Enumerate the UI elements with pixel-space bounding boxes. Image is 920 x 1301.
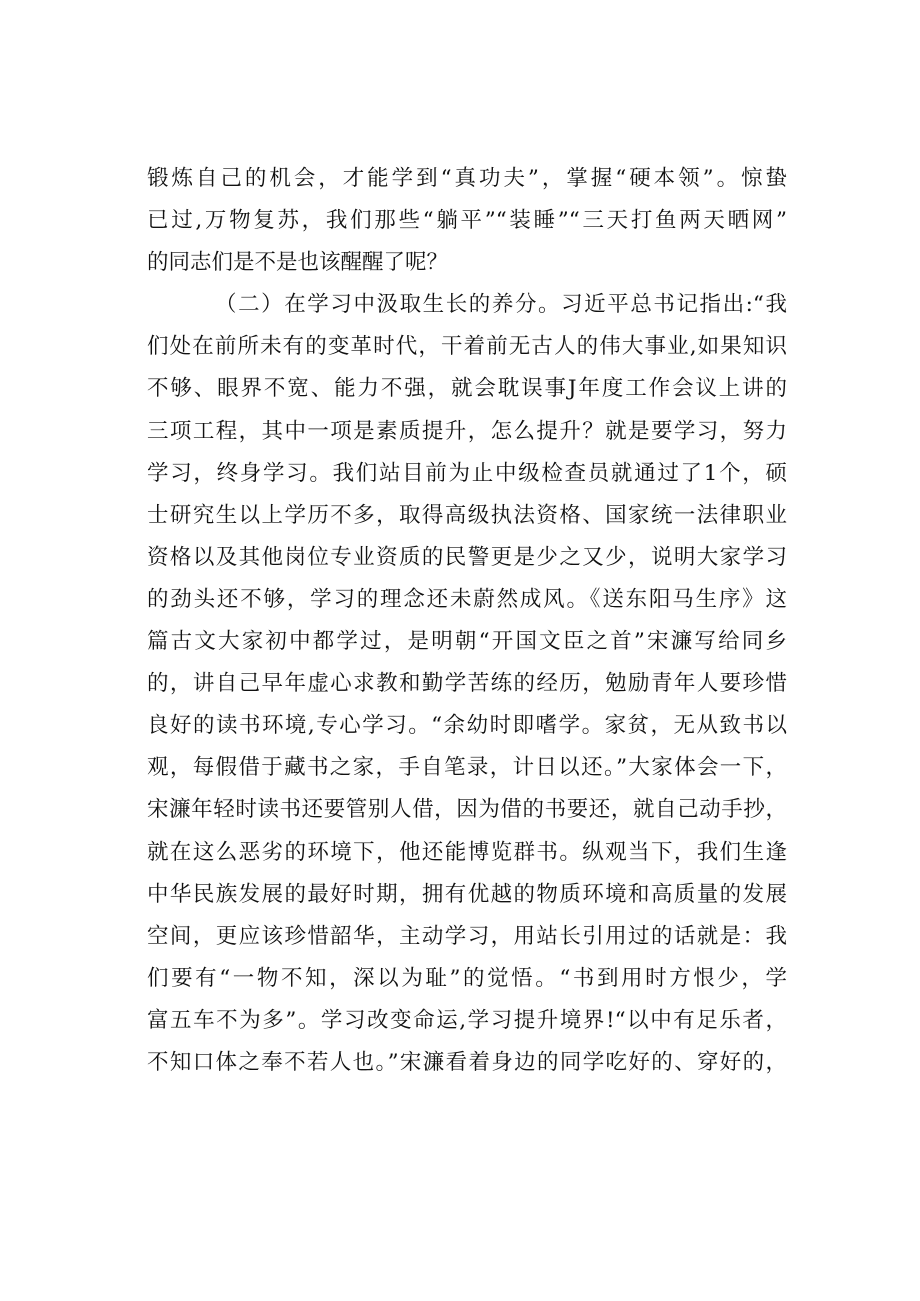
text-line: 三项工程，其中一项是素质提升，怎么提升？就是要学习，努力 bbox=[147, 418, 787, 444]
section-heading-line: （二）在学习中汲取生长的养分。习近平总书记指出:“我 bbox=[215, 292, 787, 318]
text-line: 就在这么恶劣的环境下，他还能博览群书。纵观当下，我们生逢 bbox=[147, 839, 787, 865]
text-line: 篇古文大家初中都学过，是明朝“开国文臣之首”宋濂写给同乡 bbox=[147, 629, 787, 655]
text-line: 们要有“一物不知，深以为耻”的觉悟。“书到用时方恨少，学 bbox=[147, 965, 787, 991]
text-line: 学习，终身学习。我们站目前为止中级检查员就通过了1个，硕 bbox=[147, 460, 787, 486]
text-line: 观，每假借于藏书之家，手自笔录，计日以还。”大家体会一下， bbox=[147, 755, 787, 781]
text-line: 不知口体之奉不若人也。”宋濂看着身边的同学吃好的、穿好的， bbox=[147, 1049, 787, 1075]
text-line: 们处在前所未有的变革时代，干着前无古人的伟大事业,如果知识 bbox=[147, 334, 787, 360]
text-line: 锻炼自己的机会，才能学到“真功夫”，掌握“硬本领”。惊蛰 bbox=[147, 166, 787, 191]
text-line: 中华民族发展的最好时期，拥有优越的物质环境和高质量的发展 bbox=[147, 881, 787, 907]
text-line: 良好的读书环境,专心学习。“余幼时即嗜学。家贫，无从致书以 bbox=[147, 713, 787, 739]
text-line: 资格以及其他岗位专业资质的民警更是少之又少，说明大家学习 bbox=[147, 544, 787, 570]
text-line: 士研究生以上学历不多，取得高级执法资格、国家统一法律职业 bbox=[147, 502, 787, 528]
text-line: 空间，更应该珍惜韶华，主动学习，用站长引用过的话就是：我 bbox=[147, 923, 787, 949]
text-line: 富五车不为多”。学习改变命运,学习提升境界!“以中有足乐者， bbox=[147, 1007, 787, 1033]
body-text bbox=[147, 158, 787, 1084]
text-line: 的同志们是不是也该醒醒了呢？ bbox=[147, 250, 449, 276]
text-line: 宋濂年轻时读书还要管别人借，因为借的书要还，就自己动手抄， bbox=[147, 797, 787, 823]
text-line: 的劲头还不够，学习的理念还未蔚然成风。《送东阳马生序》这 bbox=[147, 586, 787, 612]
text-line: 的，讲自己早年虚心求教和勤学苦练的经历，勉励青年人要珍惜 bbox=[147, 671, 787, 697]
text-line: 不够、眼界不宽、能力不强，就会耽误事J年度工作会议上讲的 bbox=[147, 376, 787, 402]
text-line: 已过,万物复苏，我们那些“躺平”“装睡”“三天打鱼两天晒网” bbox=[147, 208, 787, 234]
